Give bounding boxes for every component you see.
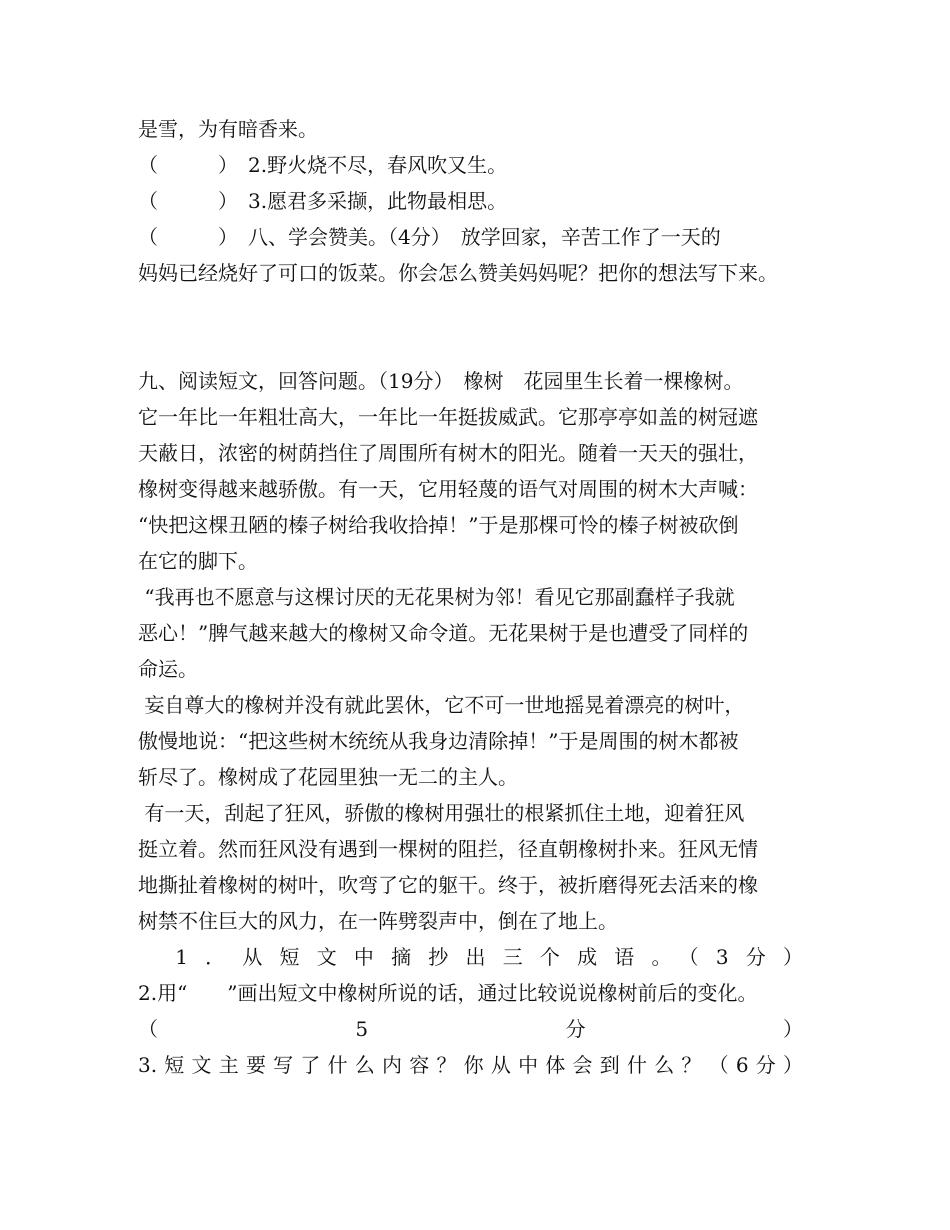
text-line: （ ） 2.野火烧不尽，春风吹又生。 xyxy=(138,153,508,177)
text-line: 橡树变得越来越骄傲。有一天，它用轻蔑的语气对周围的树木大声喊： xyxy=(138,477,758,501)
text-line: 斩尽了。橡树成了花园里独一无二的主人。 xyxy=(138,765,518,789)
question-2: 2.用“ ”画出短文中橡树所说的话，通过比较说说橡树前后的变化。 xyxy=(138,981,758,1005)
question-1: 1．从短文中摘抄出三个成语。（3分） xyxy=(138,945,803,969)
text-line: 挺立着。然而狂风没有遇到一棵树的阻拦，径直朝橡树扑来。狂风无情 xyxy=(138,837,758,861)
text-line: 命运。 xyxy=(138,657,198,681)
text-line: 妄自尊大的橡树并没有就此罢休，它不可一世地摇晃着漂亮的树叶， xyxy=(138,693,745,717)
question-3: 3.短文主要写了什么内容？你从中体会到什么？（6分） xyxy=(138,1053,803,1077)
text-line: 地撕扯着橡树的树叶，吹弯了它的躯干。终于，被折磨得死去活来的橡 xyxy=(138,873,758,897)
text-line: 妈妈已经烧好了可口的饭菜。你会怎么赞美妈妈呢？把你的想法写下来。 xyxy=(138,261,778,285)
text-line: 有一天，刮起了狂风，骄傲的橡树用强壮的根紧抓住土地，迎着狂风 xyxy=(138,801,745,825)
text-line: 恶心！”脾气越来越大的橡树又命令道。无花果树于是也遭受了同样的 xyxy=(138,621,749,645)
text-line: 天蔽日，浓密的树荫挡住了周围所有树木的阳光。随着一天天的强壮， xyxy=(138,441,758,465)
text-line: 在它的脚下。 xyxy=(138,549,258,573)
question-2-score: （ 5 分 ） xyxy=(138,1017,803,1041)
text-line: （ ） 八、学会赞美。（4分） 放学回家，辛苦工作了一天的 xyxy=(138,225,721,249)
text-line: 傲慢地说：“把这些树木统统从我身边清除掉！”于是周围的树木都被 xyxy=(138,729,739,753)
text-line: （ ） 3.愿君多采撷，此物最相思。 xyxy=(138,189,508,213)
text-line: 是雪，为有暗香来。 xyxy=(138,117,318,141)
text-line: 它一年比一年粗壮高大，一年比一年挺拔威武。它那亭亭如盖的树冠遮 xyxy=(138,405,758,429)
text-line: 树禁不住巨大的风力，在一阵劈裂声中，倒在了地上。 xyxy=(138,909,618,933)
text-line: “快把这棵丑陋的榛子树给我收拾掉！”于是那棵可怜的榛子树被砍倒 xyxy=(138,513,739,537)
text-line: 九、阅读短文，回答问题。（19分） 橡树 花园里生长着一棵橡树。 xyxy=(138,369,744,393)
text-line: “我再也不愿意与这棵讨厌的无花果树为邻！看见它那副蠢样子我就 xyxy=(138,585,735,609)
